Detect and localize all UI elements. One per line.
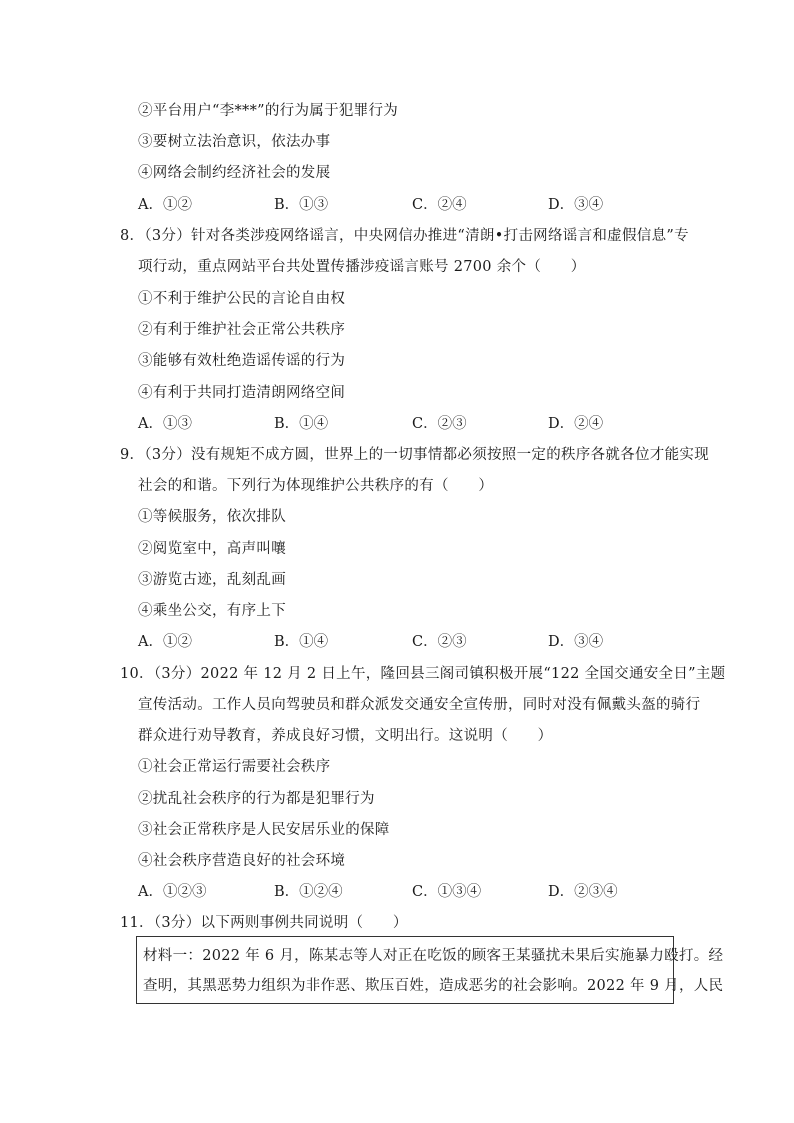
q11-material-line1: 材料一：2022 年 6 月，陈某志等人对正在吃饭的顾客王某骚扰未果后实施暴力殴打。经	[143, 948, 724, 964]
q7-options	[138, 195, 658, 215]
q8-stem-line2: 项行动，重点网站平台共处置传播涉疫谣言账号 2700 余个（ ）	[138, 259, 586, 275]
q9-stem-line1: 9．（3分）没有规矩不成方圆，世界上的一切事情都必须按照一定的秩序各就各位才能实现	[120, 447, 709, 463]
q8-item-1: ①不利于维护公民的言论自由权	[138, 291, 346, 307]
q10-item-2: ②扰乱社会秩序的行为都是犯罪行为	[138, 791, 375, 807]
q9-option-c[interactable]: C．②③	[412, 634, 467, 650]
q10-option-a[interactable]: A．①②③	[138, 884, 207, 900]
q10-stem-line3: 群众进行劝导教育，养成良好习惯，文明出行。这说明（ ）	[138, 728, 553, 744]
q9-item-1: ①等候服务，依次排队	[138, 509, 286, 525]
q7-option-c[interactable]: C．②④	[412, 197, 467, 213]
q9-item-2: ②阅览室中，高声叫嚷	[138, 541, 286, 557]
q7-option-d[interactable]: D．③④	[548, 197, 604, 213]
q10-stem-line2: 宣传活动。工作人员向驾驶员和群众派发交通安全宣传册，同时对没有佩戴头盔的骑行	[138, 697, 701, 713]
q10-option-b[interactable]: B．①②④	[274, 884, 343, 900]
q8-item-2: ②有利于维护社会正常公共秩序	[138, 322, 346, 338]
q8-option-c[interactable]: C．②③	[412, 416, 467, 432]
q10-options	[138, 882, 658, 902]
q9-item-4: ④乘坐公交，有序上下	[138, 603, 286, 619]
q7-option-a[interactable]: A．①②	[138, 197, 192, 213]
q10-item-4: ④社会秩序营造良好的社会环境	[138, 853, 346, 869]
q11-material-box	[136, 936, 724, 1004]
q9-stem-line2: 社会的和谐。下列行为体现维护公共秩序的有（ ）	[138, 478, 494, 494]
q10-item-1: ①社会正常运行需要社会秩序	[138, 759, 331, 775]
q8-options	[138, 414, 658, 434]
q7-item-2: ②平台用户“李***”的行为属于犯罪行为	[138, 103, 399, 119]
q8-item-4: ④有利于共同打造清朗网络空间	[138, 385, 346, 401]
q9-option-b[interactable]: B．①④	[274, 634, 329, 650]
q9-option-a[interactable]: A．①②	[138, 634, 192, 650]
q9-item-3: ③游览古迹，乱刻乱画	[138, 572, 286, 588]
q10-item-3: ③社会正常秩序是人民安居乐业的保障	[138, 822, 390, 838]
q11-stem: 11．（3分）以下两则事例共同说明（ ）	[120, 915, 408, 931]
q7-item-4: ④网络会制约经济社会的发展	[138, 165, 331, 181]
q10-option-d[interactable]: D．②③④	[548, 884, 618, 900]
q8-stem-line1: 8．（3分）针对各类涉疫网络谣言，中央网信办推进“清朗•打击网络谣言和虚假信息”专	[120, 228, 689, 244]
q10-option-c[interactable]: C．①③④	[412, 884, 482, 900]
q8-option-d[interactable]: D．②④	[548, 416, 604, 432]
q7-option-b[interactable]: B．①③	[274, 197, 329, 213]
q8-option-a[interactable]: A．①③	[138, 416, 192, 432]
q8-item-3: ③能够有效杜绝造谣传谣的行为	[138, 353, 346, 369]
q8-option-b[interactable]: B．①④	[274, 416, 329, 432]
q9-option-d[interactable]: D．③④	[548, 634, 604, 650]
q10-stem-line1: 10．（3分）2022 年 12 月 2 日上午，隆回县三阁司镇积极开展“122 全国交通安全日”主题	[120, 666, 726, 682]
q7-item-3: ③要树立法治意识，依法办事	[138, 134, 331, 150]
q9-options	[138, 632, 658, 652]
q11-material-line2: 查明，其黑恶势力组织为非作恶、欺压百姓，造成恶劣的社会影响。2022 年 9 月，人民	[143, 978, 724, 994]
